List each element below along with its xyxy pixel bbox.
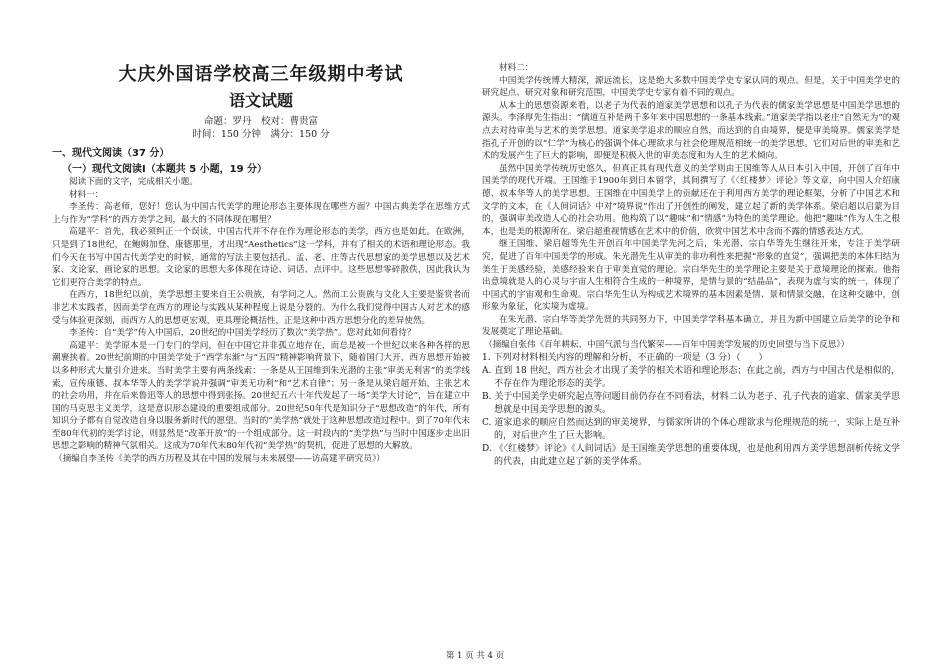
sub-section-heading: （一）现代文阅读Ⅰ（本题共 5 小题，19 分）	[62, 164, 268, 175]
material-one-label: 材料一：	[69, 189, 104, 200]
paragraph: 在西方，18世纪以前，美学思想主要来自王公贵族，有学问之人。然而工公贵族与文化人主要是鉴赏者而非艺术实践者，因而美学在西方的理论与实践从某种程度上说是分裂的。为什么我们觉得中国古人对艺术的感受与体验更深刻，而西方人的思想更宏观，更具理论概括性，正是这种中西方思想分化的差异使然。	[52, 290, 470, 326]
option-d: D. 《〈红楼梦〉评论》《人间词话》是王国维美学思想的重要体现，也是他利用西方美学思想剖析传统文学的代表，由此建立起了新的美学体系。	[482, 443, 900, 467]
exam-authors: 命题：罗丹 校对：曹贵富	[203, 116, 318, 127]
section-heading: 一、现代文阅读（37 分）	[52, 148, 170, 159]
question-stem: 1. 下列对材料相关内容的理解和分析，不正确的一项是（3 分）（ ）	[482, 352, 768, 363]
paragraph: 虽然中国美学传统历史悠久，但真正具有现代意义的美学则由王国维等人从日本引入中国，开创了百年中国美学的现代开端。王国维于1900年到日本留学，其间撰写了《〈红楼梦〉评论》等文章，向中国人介绍康德、叔本华等人的美学思想。王国维在中国美学上的贡献还在于利用西方美学的理论框架，分析了中国艺术和文学的文本，在《人间词话》中对“境界说”作出了开创性的阐发，建立起了新的美学体系。梁启超以启蒙为目的，强调审美改造人心的社会功用。他构筑了以“趣味”和“情感”为特色的美学理论。他把“趣味”作为人生之根本，也是美的根源所在。梁启超重视情感在艺术中的价值，欣赏中国艺术中含而不露的情感表达方式。	[482, 163, 900, 237]
option-c: C. 道家追求的顺应自然而达到的审美境界，与儒家所讲的个体心理欲求与伦理规范的统一，实际上是互补的，对后世产生了巨大影响。	[482, 417, 900, 441]
paragraph: 中国美学传统博大精深，源远流长，这是绝大多数中国美学史专家认同的观点。但是，关于中国美学史的研究起点、研究对象和研究范围，中国美学史专家有着不同的观点。	[482, 75, 900, 99]
paragraph: 高建平：首先，我必须纠正一个误读，中国古代并不存在作为理论形态的美学，西方也是如此。在欧洲，只是到了18世纪，在鲍姆加登、康德那里，才出现“Aesthetics”这一学科，并有了相关的术语和理论形态。我们今天在书写中国古代美学史的时候，通常的写法主要包括孔、孟、老、庄等古代思想家的美学思想以及艺术家、文论家，画论家的思想。文论家的思想大多体现在诗论、词话、点评中。这些思想零碎散佚，因此我认为它们更符合美学的特点。	[52, 227, 470, 288]
paragraph: 李圣传：自“美学”传入中国后，20世纪的中国美学经历了数次“美学热”。您对此如何看待？	[69, 328, 416, 339]
option-a: A. 直到 18 世纪，西方社会才出现了美学的相关术语和理论形态；在此之前，西方与中国古代是相似的，不存在作为理论形态的美学。	[482, 365, 900, 389]
paragraph: 从本土的思想资源来看，以老子为代表的道家美学思想和以孔子为代表的儒家美学思想是中国美学思想的源头。李泽厚先生指出：“儒道互补是两千多年来中国思想的一条基本线索。”道家美学指以老庄“自然无为”的观点去对待审美与艺术的美学思想。道家美学追求的顺应自然，而达到的自由境界，便是审美境界。儒家美学是指孔子开创的以“仁学”为核心的强调个体心理欲求与社会伦理规范相统一的美学思想。它们对后世的审美和艺术的发展产生了巨大的影响，即便是积极入世的审美态度和为人生的艺术倾向。	[482, 100, 900, 162]
material-two-label: 材料二：	[499, 63, 534, 73]
paragraph: 继王国维、梁启超等先生开创百年中国美学先河之后，朱光潜、宗白华等先生继往开来，专注于美学研究，促进了百年中国美学的形成。朱光潜先生从审美的非功利性来把握“形象的直觉”，强调把美的本体归结为美生于美感经验，美感经验来自于审美直觉的理论。宗白华先生的美学理论主要是关于意境理论的探索。他指出意境就是人的心灵与宇宙人生相符合生成的一种境界，是情与景的“结晶品”，表现为虚与实的统一，体现了中国式的宇宙观和生命观。宗白华先生认为构成艺术境界的基本因素是情、景和情景交融，在这种交融中，创形象为象征，化实境为虚境。	[482, 239, 900, 313]
exam-subtitle: 语文试题	[228, 91, 293, 110]
exam-time-score: 时间：150 分钟 满分：150 分	[192, 129, 330, 140]
source-citation: （摘编自张伟《百年耕耘、中国气派与当代繁荣——百年中国美学发展的历史回望与当下反思》）	[484, 340, 850, 351]
paragraph: 高建平：美学原本是一门专门的学问，但在中国它并非孤立地存在，而总是被一个世纪以来各种各样的思潮裹挟着。20世纪前期的中国美学处于“西学东渐”与“五四”精神影响背景下，随着国门大开，西方思想开始被以多种形式大量引介进来。当时美学主要有两条线索：一条是从王国维到朱光潜的主张“审美无利害”的美学线索，宣传康德、叔本华等人的美学学说并强调“审美无功利”和“艺术自律”；另一条是从梁启超开始，主张艺术的社会功用，并在后来鲁迅等人的思想中得到张扬。20世纪五六十年代发起了一场“美学大讨论”，旨在建立中国的马克思主义美学，这是意识形态建设的重要组成部分。20世纪50年代是知识分子“思想改造”的年代，所有知识分子都有自觉改造自身以服务新时代的愿望。当时的“美学热”就处于这种思想改造过程中。到了70年代末至80年代初的美学讨论，则显然是“改革开放”的一个组成部分。这一时段内的“美学热”与当时中国逐步走出旧思想之影响的精神气氛相关。这成为70年代末80年代初“美学热”的契机，促进了思想的大解放。	[52, 340, 470, 452]
page-footer: 第 1 页 共 4 页	[445, 651, 505, 661]
option-b: B. 关于中国美学史研究起点等问题目前仍存在不同看法，材料二认为老子、孔子代表的道家、儒家美学思想就是中国美学思想的源头。	[482, 391, 900, 415]
source-citation: （摘编自李圣传《美学的西方历程及其在中国的发展与未来展望——访高建平研究员》）	[54, 454, 385, 465]
paragraph: 李圣传：高老师，您好！您认为中国古代美学的理论形态主要体现在哪些方面？中国古典美学在思维方式上与作为“学科”的西方美学之间，最大的不同体现在哪里？	[52, 202, 470, 225]
paragraph: 在朱光潜、宗白华等美学先贤的共同努力下，中国美学学科基本确立，并且为新中国建立后美学的论争和发展奠定了理论基础。	[482, 314, 900, 338]
left-column	[52, 56, 470, 466]
exam-title: 大庆外国语学校高三年级期中考试	[118, 64, 404, 85]
right-column	[482, 62, 900, 469]
instruction: 阅读下面的文字，完成相关小题。	[69, 177, 198, 187]
